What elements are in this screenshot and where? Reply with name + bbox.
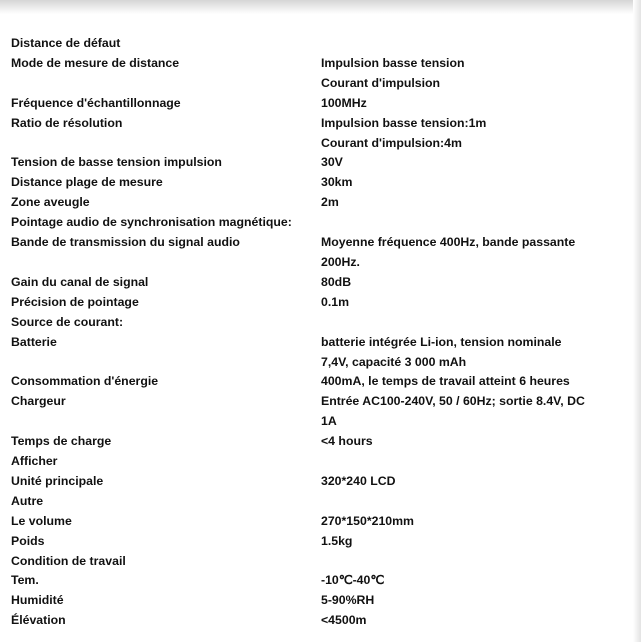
- spec-label: Chargeur: [11, 394, 66, 409]
- spec-row: [11, 114, 616, 154]
- spec-label: Tension de basse tension impulsion: [11, 155, 222, 170]
- spec-value: Impulsion basse tension:1m Courant d'impulsion:4m: [321, 115, 487, 150]
- spec-value: Impulsion basse tension Courant d'impulsion: [321, 55, 465, 90]
- spec-label: Ratio de résolution: [11, 115, 123, 130]
- spec-label: Source de courant:: [11, 314, 124, 329]
- spec-value: 0.1m: [321, 294, 350, 309]
- spec-label: Temps de charge: [11, 434, 112, 449]
- spec-row: [11, 54, 616, 94]
- spec-value: <4 hours: [321, 434, 373, 449]
- spec-row: [11, 313, 616, 333]
- spec-row: [11, 213, 616, 233]
- spec-row: [11, 571, 616, 591]
- specification-table: [11, 34, 616, 631]
- spec-value: batterie intégrée Li-ion, tension nominale 7,4V, capacité 3 000 mAh: [321, 334, 562, 369]
- top-shadow: [0, 0, 641, 14]
- spec-row: [11, 94, 616, 114]
- spec-row: [11, 392, 616, 432]
- spec-row: [11, 293, 616, 313]
- spec-label: Fréquence d'échantillonnage: [11, 95, 181, 110]
- spec-label: Distance de défaut: [11, 36, 121, 50]
- spec-label: Précision de pointage: [11, 294, 139, 309]
- spec-row: [11, 173, 616, 193]
- spec-value: Entrée AC100-240V, 50 / 60Hz; sortie 8.4V, DC 1A: [321, 394, 585, 429]
- spec-label: Consommation d'énergie: [11, 374, 159, 389]
- spec-label: Gain du canal de signal: [11, 274, 149, 289]
- spec-label: Tem.: [11, 573, 39, 588]
- spec-label: Unité principale: [11, 473, 104, 488]
- spec-value: 30V: [321, 155, 343, 170]
- spec-row: [11, 452, 616, 472]
- spec-row: [11, 34, 616, 54]
- spec-label: Humidité: [11, 593, 64, 608]
- spec-label: Le volume: [11, 513, 72, 528]
- spec-row: [11, 512, 616, 532]
- spec-value: 30km: [321, 175, 353, 190]
- spec-value: Moyenne fréquence 400Hz, bande passante 200Hz.: [321, 235, 576, 269]
- spec-row: [11, 552, 616, 572]
- spec-row: [11, 492, 616, 512]
- spec-label: Batterie: [11, 334, 57, 349]
- spec-label: Poids: [11, 533, 45, 548]
- spec-row: [11, 611, 616, 631]
- right-shadow: [633, 0, 641, 642]
- spec-value: 400mA, le temps de travail atteint 6 heures: [321, 374, 570, 389]
- spec-value: 270*150*210mm: [321, 513, 414, 528]
- spec-label: Autre: [11, 493, 44, 508]
- spec-label: Élévation: [11, 613, 66, 628]
- spec-row: [11, 532, 616, 552]
- spec-row: [11, 333, 616, 373]
- spec-value: 80dB: [321, 274, 352, 289]
- spec-row: [11, 233, 616, 273]
- spec-value: <4500m: [321, 613, 367, 628]
- spec-row: [11, 153, 616, 173]
- spec-label: Bande de transmission du signal audio: [11, 235, 240, 250]
- spec-value: 5-90%RH: [321, 593, 375, 608]
- spec-row: [11, 273, 616, 293]
- spec-row: [11, 591, 616, 611]
- spec-row: [11, 472, 616, 492]
- spec-label: Zone aveugle: [11, 195, 90, 210]
- spec-row: [11, 372, 616, 392]
- spec-label: Distance plage de mesure: [11, 175, 163, 190]
- spec-label: Mode de mesure de distance: [11, 55, 180, 70]
- spec-label: Condition de travail: [11, 553, 126, 568]
- spec-value: -10℃-40℃: [321, 573, 385, 588]
- spec-label: Pointage audio de synchronisation magnétique:: [11, 215, 292, 230]
- spec-value: 2m: [321, 195, 339, 210]
- spec-label: Afficher: [11, 454, 58, 469]
- spec-value: 320*240 LCD: [321, 473, 396, 488]
- spec-row: [11, 193, 616, 213]
- spec-row: [11, 432, 616, 452]
- spec-value: 1.5kg: [321, 533, 353, 548]
- spec-value: 100MHz: [321, 95, 367, 110]
